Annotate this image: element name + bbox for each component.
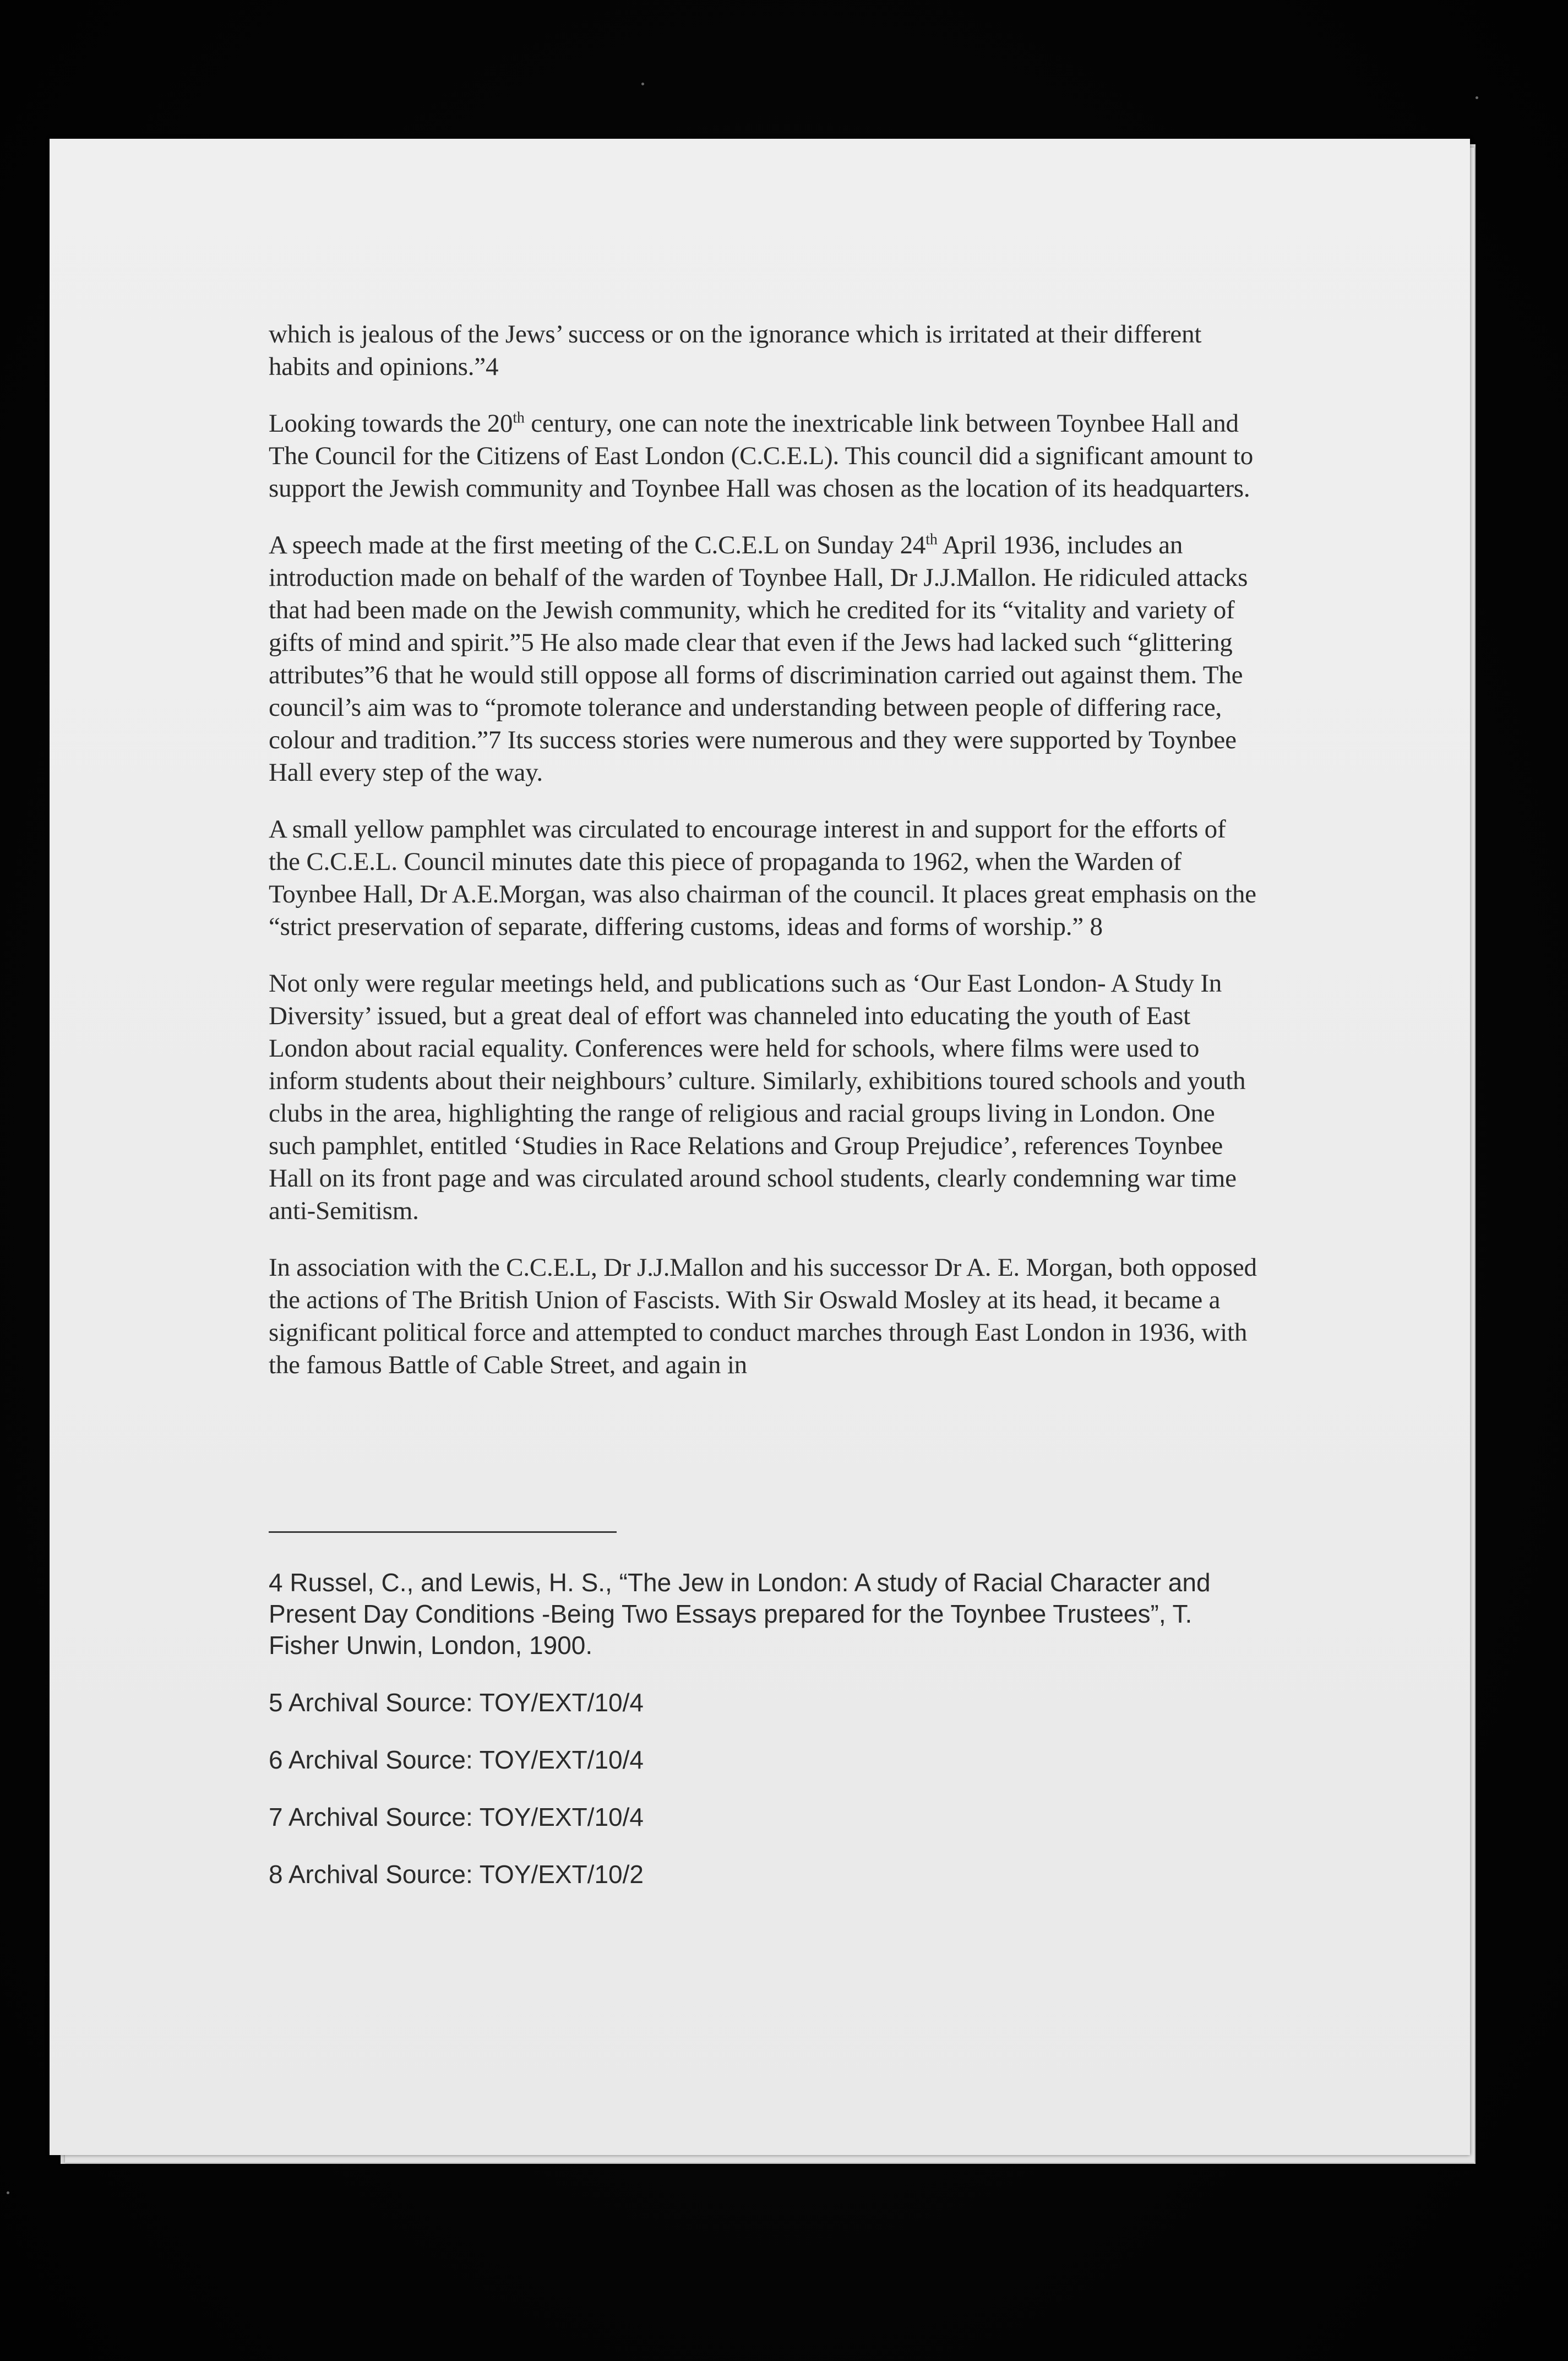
paragraph-3-start: A speech made at the first meeting of the C.C.E.L on Sunday 24 [269, 531, 926, 559]
footnote-5: 5 Archival Source: TOY/EXT/10/4 [269, 1688, 644, 1717]
paragraph-4: A small yellow pamphlet was circulated to encourage interest in and support for the efforts of the C.C.E.L. Council minutes date this piece of propaganda to 1962, when the Warden of Toynbee Hall, Dr A.E.Morgan, was also chairman of the council. It places great emphasis on the “strict preservation of separate, differing customs, ideas and forms of worship.” 8 [269, 815, 1256, 941]
footnote-6: 6 Archival Source: TOY/EXT/10/4 [269, 1745, 644, 1774]
footnote-7: 7 Archival Source: TOY/EXT/10/4 [269, 1803, 644, 1831]
dust-speck [641, 83, 644, 85]
paragraph-3-rest: April 1936, includes an introduction made on behalf of the warden of Toynbee Hall, Dr J.J.Mallon. He ridiculed attacks that had been made on the Jewish community, which he credited for its “vitality and variety of gifts of mind and spirit.”5 He also made clear that even if the Jews had lacked such “glittering attributes”6 that he would still oppose all forms of discrimination carried out against them. The council’s aim was to “promote tolerance and understanding between people of differing race, colour and tradition.”7 Its success stories were numerous and they were supported by Toynbee Hall every step of the way. [269, 531, 1248, 787]
paragraph-2-rest: century, one can note the inextricable link between Toynbee Hall and The Council for the Citizens of East London (C.C.E.L). This council did a significant amount to support the Jewish community and Toynbee Hall was chosen as the location of its headquarters. [269, 409, 1253, 503]
paragraph-5: Not only were regular meetings held, and publications such as ‘Our East London- A Study In Diversity’ issued, but a great deal of effort was channeled into educating the youth of East London about racial equality. Conferences were held for schools, where films were used to inform students about their neighbours’ culture. Similarly, exhibitions toured schools and youth clubs in the area, highlighting the range of religious and racial groups living in London. One such pamphlet, entitled ‘Studies in Race Relations and Group Prejudice’, references Toynbee Hall on its front page and was circulated around school students, clearly condemning war time anti-Semitism. [269, 969, 1246, 1225]
paragraph-6: In association with the C.C.E.L, Dr J.J.Mallon and his successor Dr A. E. Morgan, both opposed the actions of The British Union of Fascists. With Sir Oswald Mosley at its head, it became a significant political force and attempted to conduct marches through East London in 1936, with the famous Battle of Cable Street, and again in [269, 1253, 1257, 1379]
ordinal-suffix: th [513, 409, 525, 427]
paragraph-2-start: Looking towards the 20 [269, 409, 513, 438]
dust-speck [1476, 96, 1478, 99]
footnote-separator [269, 1531, 617, 1533]
paragraph-3 [269, 529, 1260, 789]
dust-speck [7, 2191, 9, 2194]
footnote-4: 4 Russel, C., and Lewis, H. S., “The Jew in London: A study of Racial Character and Present Day Conditions -Being Two Essays prepared for the Toynbee Trustees”, T. Fisher Unwin, London, 1900. [269, 1568, 1211, 1660]
paragraph-1: which is jealous of the Jews’ success or on the ignorance which is irritated at their different habits and opinions.”4 [269, 320, 1202, 381]
footnote-8: 8 Archival Source: TOY/EXT/10/2 [269, 1860, 644, 1889]
ordinal-suffix: th [925, 531, 938, 548]
paragraph-2 [269, 407, 1260, 505]
footnotes [269, 1567, 1260, 1916]
body-text [269, 318, 1260, 1406]
